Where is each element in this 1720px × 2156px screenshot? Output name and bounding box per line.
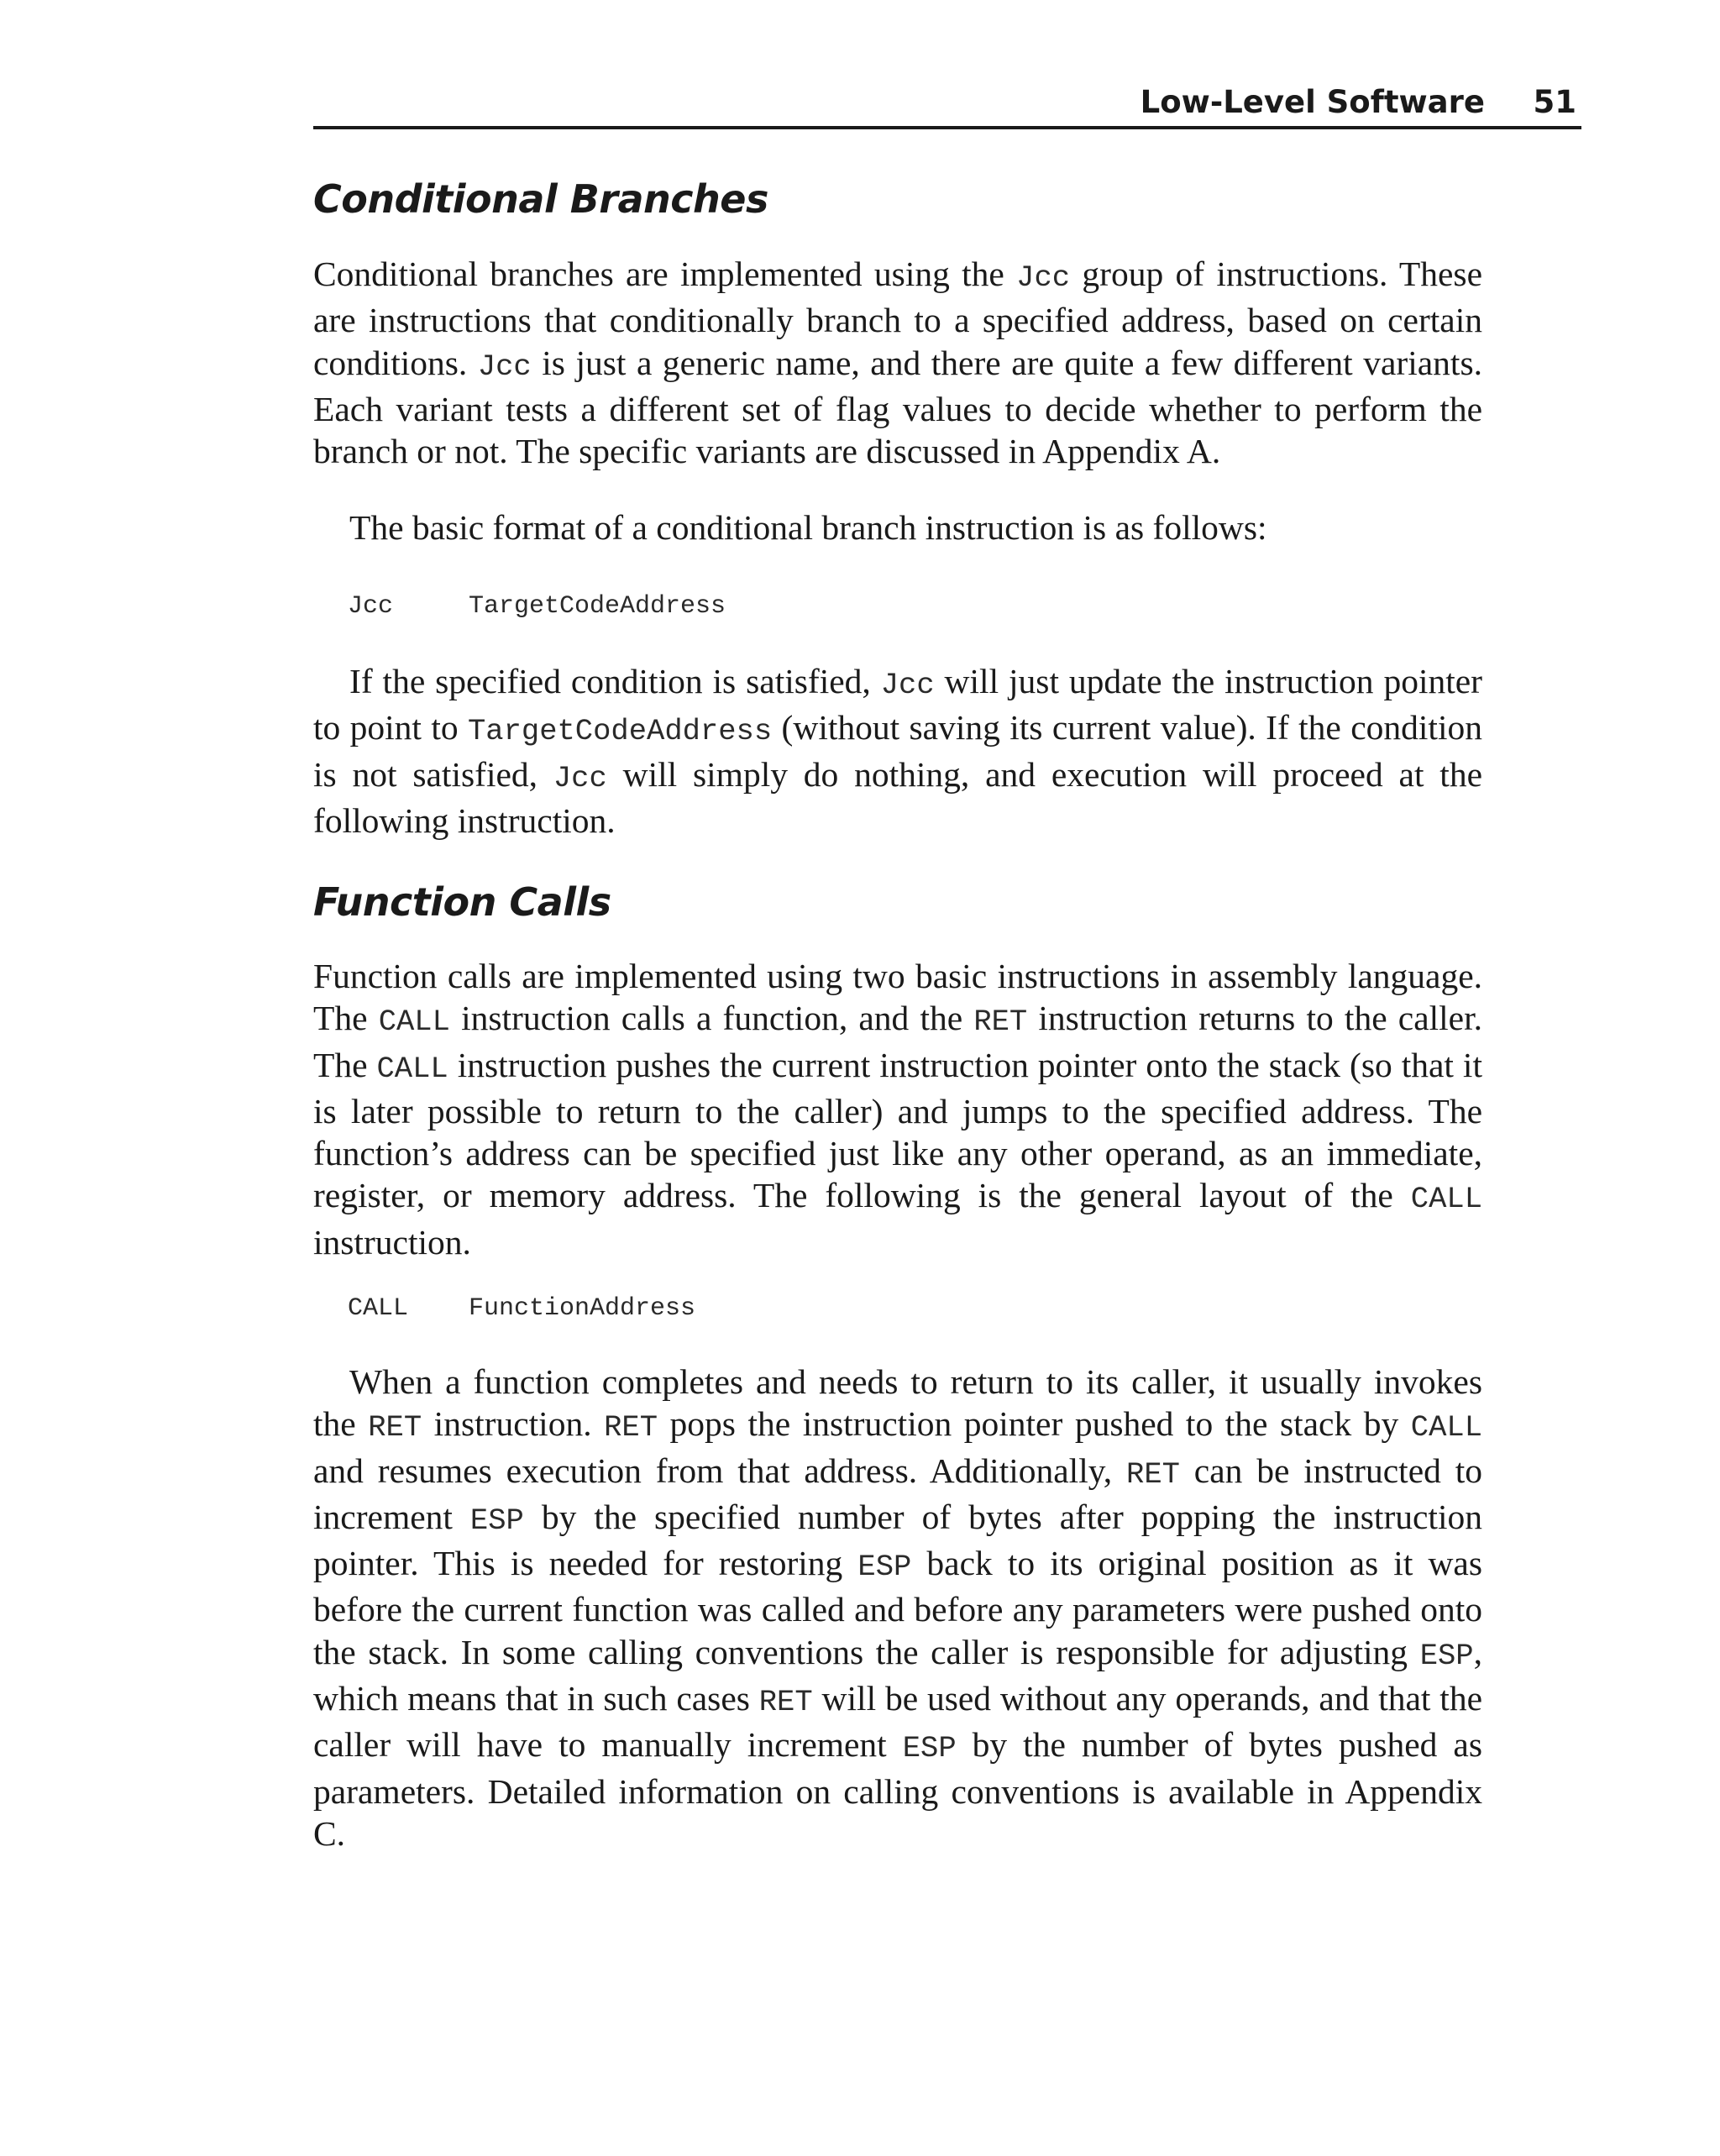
inline-code: RET xyxy=(604,1410,658,1445)
paragraph-ret-behavior xyxy=(313,1361,1482,1854)
heading-function-calls: Function Calls xyxy=(313,879,611,925)
inline-code: RET xyxy=(758,1685,813,1720)
text-run: When a function completes and needs to return to its caller, it usually invokes the xyxy=(313,1362,1482,1444)
text-run: Conditional branches are implemented using the xyxy=(313,254,1017,293)
running-title: Low-Level Software xyxy=(1140,84,1485,120)
inline-code: CALL xyxy=(376,1051,448,1086)
inline-code: ESP xyxy=(469,1503,524,1538)
inline-code: Jcc xyxy=(553,760,607,795)
paragraph-function-calls-intro xyxy=(313,955,1482,1263)
code-example-call xyxy=(348,1294,696,1323)
heading-conditional-branches: Conditional Branches xyxy=(313,176,768,222)
inline-code: CALL xyxy=(378,1005,450,1040)
code-operand: TargetCodeAddress xyxy=(469,592,726,621)
inline-code: ESP xyxy=(902,1731,957,1766)
inline-code: Jcc xyxy=(477,349,532,384)
text-run: , which means that in such cases xyxy=(313,1632,1482,1718)
text-run: and resumes execution from that address. Additionally, xyxy=(313,1450,1127,1490)
text-run: by the number of bytes pushed as parameters. Detailed information on calling conventions is available in Appendix C. xyxy=(313,1725,1483,1853)
page-number: 51 xyxy=(1533,84,1576,120)
text-run: back to its original position as it was before the current function was called and before any parameters were pushed onto the stack. In some calling conventions the caller is responsible for adjusting xyxy=(313,1544,1482,1671)
code-opcode: CALL xyxy=(348,1294,409,1323)
text-run: instruction pushes the current instruction pointer onto the stack (so that it is later possible to return to the caller) and jumps to the specified address. The function’s address can be specified just like any other operand, as an immediate, register, or memory address. The following is the general layout of the xyxy=(313,1045,1482,1215)
text-run: group of instructions. These are instructions that conditionally branch to a specified address, based on certain conditions. xyxy=(313,254,1483,382)
text-run: will just update the instruction pointer to point to xyxy=(313,662,1483,748)
text-run: instruction calls a function, and the xyxy=(449,999,974,1038)
text-run: is just a generic name, and there are quite a few different variants. Each variant tests a different set of flag values to decide whether to perform the branch or not. The specific variants are discussed in Appendix A. xyxy=(313,343,1482,471)
code-operand: FunctionAddress xyxy=(469,1294,696,1323)
inline-code: Jcc xyxy=(1016,260,1071,295)
text-run: will be used without any operands, and that the caller will have to manually increment xyxy=(313,1679,1482,1765)
inline-code: Jcc xyxy=(880,668,935,702)
text-run: instruction. xyxy=(313,1222,471,1262)
text-run: can be instructed to increment xyxy=(313,1450,1482,1536)
inline-code: RET xyxy=(1126,1456,1180,1492)
paragraph-basic-format: The basic format of a conditional branch instruction is as follows: xyxy=(349,508,1267,547)
text-run: If the specified condition is satisfied, xyxy=(349,662,881,700)
inline-code: CALL xyxy=(1410,1410,1483,1445)
text-run: (without saving its current value). If the condition is not satisfied, xyxy=(313,708,1482,794)
text-run: by the specified number of bytes after popping the instruction pointer. This is needed for restoring xyxy=(313,1497,1482,1583)
running-header xyxy=(313,81,1581,129)
code-opcode: Jcc xyxy=(348,592,394,621)
paragraph-conditional-intro xyxy=(313,253,1482,472)
code-example-jcc xyxy=(348,592,726,621)
inline-code: RET xyxy=(973,1005,1028,1040)
text-run: pops the instruction pointer pushed to the stack by xyxy=(658,1404,1411,1444)
paragraph-jcc-behavior xyxy=(313,660,1482,842)
text-run: will simply do nothing, and execution will proceed at the following instruction. xyxy=(313,754,1483,840)
inline-code: TargetCodeAddress xyxy=(467,714,773,749)
text-run: instruction returns to the caller. The xyxy=(313,999,1482,1084)
inline-code: ESP xyxy=(857,1550,912,1585)
text-run: Function calls are implemented using two basic instructions in assembly language. The xyxy=(313,957,1482,1038)
inline-code: CALL xyxy=(1410,1182,1482,1217)
inline-code: RET xyxy=(368,1410,422,1445)
inline-code: ESP xyxy=(1419,1638,1474,1673)
text-run: instruction. xyxy=(422,1404,605,1444)
